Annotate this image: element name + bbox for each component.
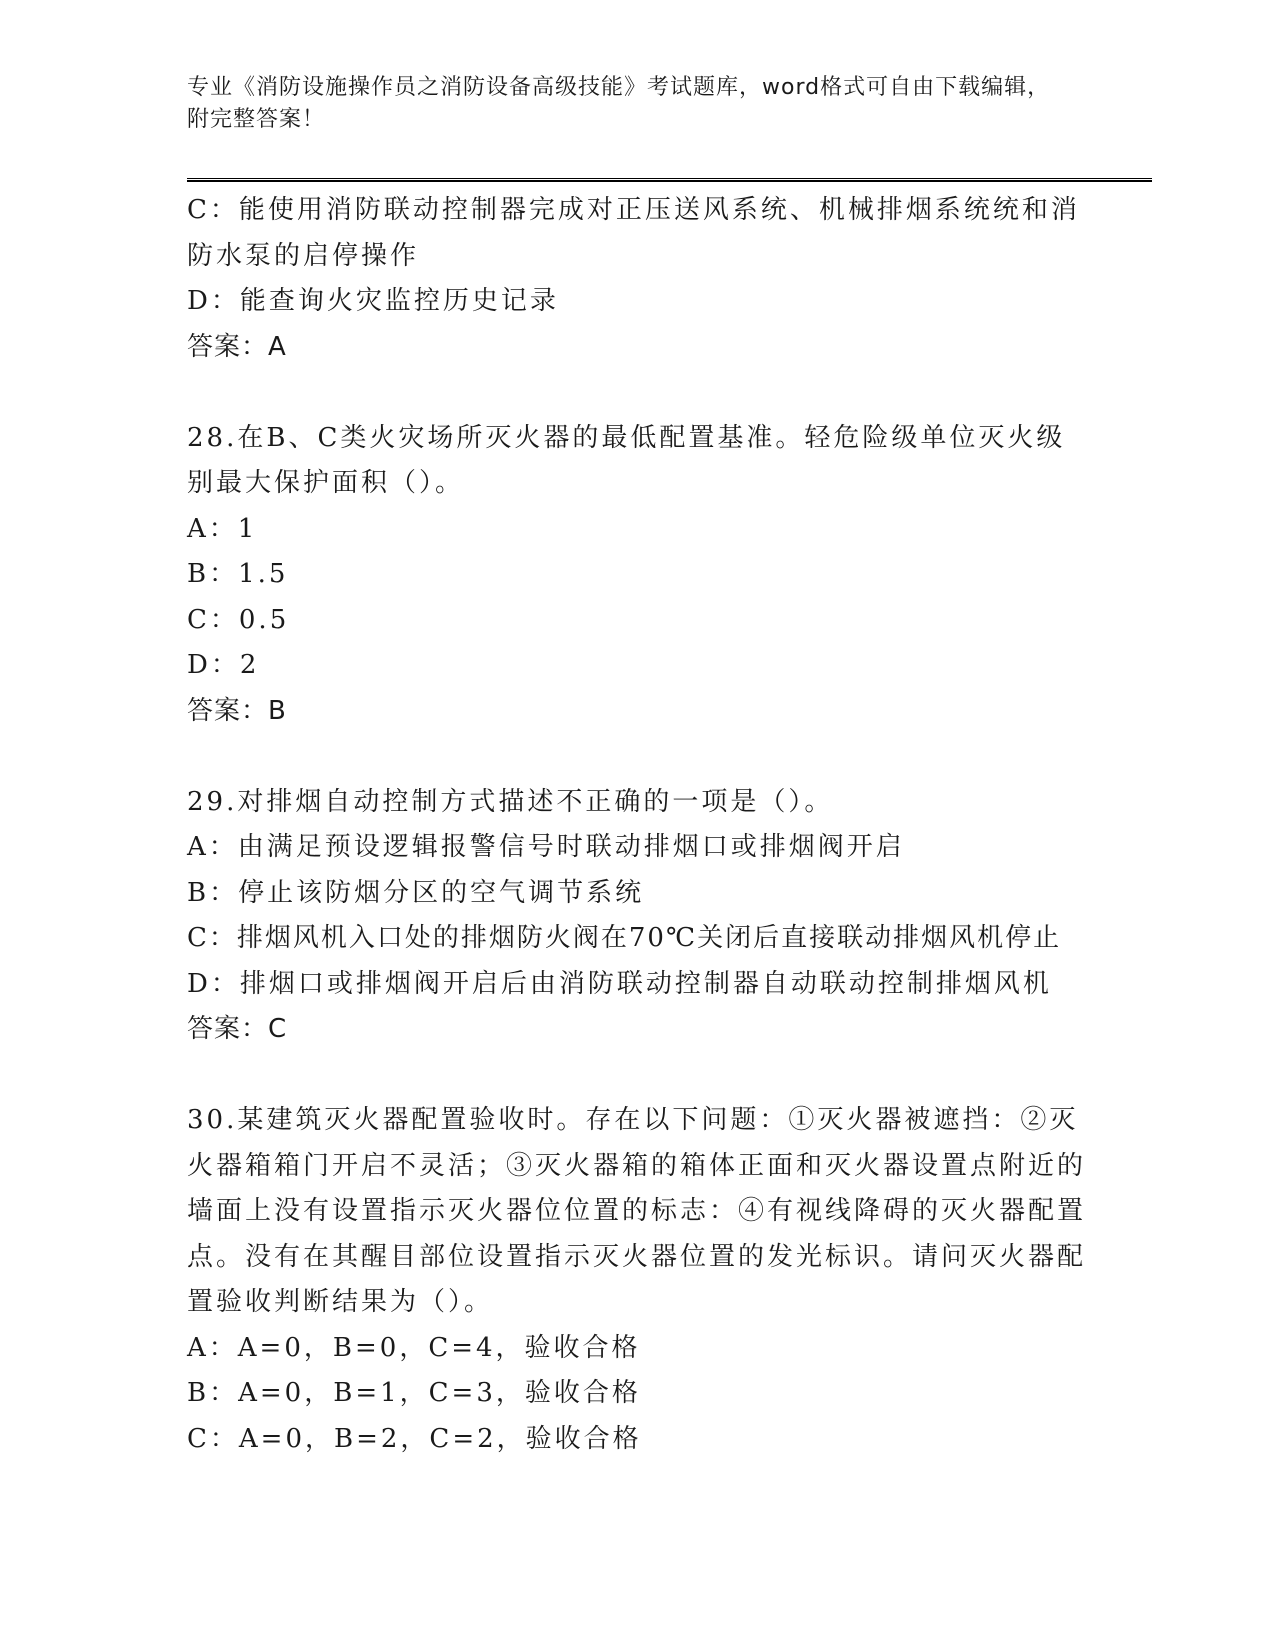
header-divider [187, 178, 1152, 182]
option-line: D：能查询火灾监控历史记录 [187, 286, 559, 316]
option-line: C：0.5 [187, 604, 290, 635]
question-block [187, 1098, 1087, 1462]
option-line: A：1 [187, 513, 258, 544]
question-stem: 28.在B、C类火灾场所灭火器的最低配置基准。轻危险级单位灭火级别最大保护面积（）。 [187, 422, 1066, 498]
question-block [187, 416, 1087, 735]
answer-line: 答案：B [187, 695, 287, 726]
option-line: A：由满足预设逻辑报警信号时联动排烟口或排烟阀开启 [187, 832, 905, 862]
question-block [187, 188, 1087, 370]
option-line: D：2 [187, 650, 260, 680]
option-line: C：A=0，B=2，C=2，验收合格 [187, 1423, 642, 1454]
answer-line: 答案：A [187, 331, 287, 362]
option-line: B：1.5 [187, 559, 289, 589]
option-line: B：A=0，B=1，C=3，验收合格 [187, 1378, 641, 1408]
question-stem: 30.某建筑灭火器配置验收时。存在以下问题：①灭火器被遮挡：②灭火器箱箱门开启不灵活；③灭火器箱的箱体正面和灭火器设置点附近的墙面上没有设置指示灭火器位位置的标志：④有视线降碍的灭火器配置点。没有在其醒目部位设置指示灭火器位置的发光标识。请问灭火器配置验收判断结果为（）。 [187, 1105, 1087, 1317]
option-line: C：能使用消防联动控制器完成对正压送风系统、机械排烟系统统和消防水泵的启停操作 [187, 195, 1080, 271]
question-content [187, 188, 1087, 1462]
question-block [187, 780, 1087, 1053]
option-line: C：排烟风机入口处的排烟防火阀在70℃关闭后直接联动排烟风机停止 [187, 923, 1062, 953]
option-line: B：停止该防烟分区的空气调节系统 [187, 877, 645, 908]
question-stem: 29.对排烟自动控制方式描述不正确的一项是（）。 [187, 786, 834, 817]
answer-line: 答案：C [187, 1014, 288, 1044]
page-header: 专业《消防设施操作员之消防设备高级技能》考试题库，word格式可自由下载编辑，附完整答案！ [187, 75, 1051, 132]
option-line: A：A=0，B=0，C=4，验收合格 [187, 1332, 641, 1363]
option-line: D：排烟口或排烟阀开启后由消防联动控制器自动联动控制排烟风机 [187, 968, 1052, 999]
